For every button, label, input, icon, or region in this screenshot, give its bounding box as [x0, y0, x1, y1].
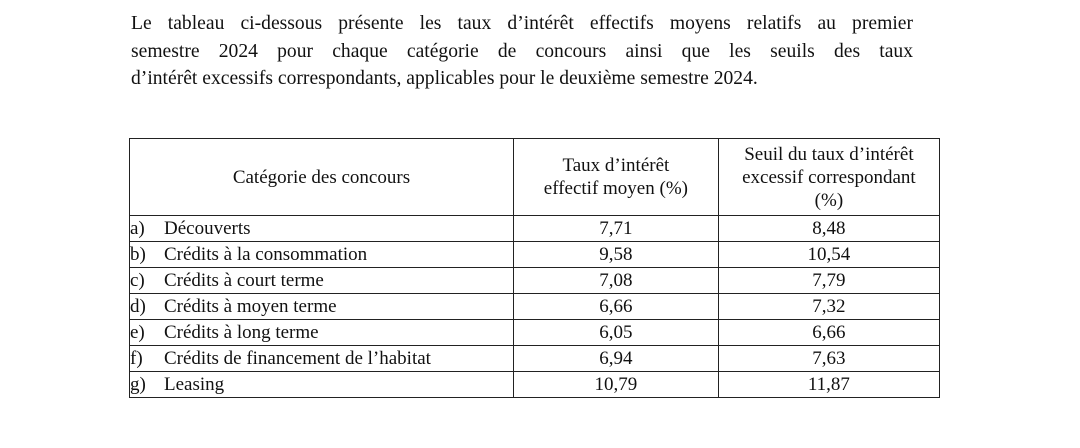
row-letter: c) — [130, 270, 145, 291]
row-letter: e) — [130, 322, 145, 343]
category-label: Découverts — [164, 218, 251, 239]
average-rate-cell: 7,71 — [513, 216, 718, 242]
intro-line-3: d’intérêt excessifs correspondants, applicables pour le deuxième semestre 2024. — [131, 68, 758, 89]
header-threshold-rate — [718, 139, 939, 216]
row-letter: a) — [130, 218, 145, 239]
row-letter: g) — [130, 374, 146, 395]
table-row — [130, 242, 940, 268]
category-label: Crédits de financement de l’habitat — [164, 348, 431, 369]
category-cell — [130, 242, 514, 268]
threshold-rate-cell: 7,32 — [718, 294, 939, 320]
category-label: Leasing — [164, 374, 225, 395]
category-cell — [130, 346, 514, 372]
category-cell — [130, 268, 514, 294]
average-rate-cell: 6,94 — [513, 346, 718, 372]
category-cell — [130, 372, 514, 398]
category-label: Crédits à moyen terme — [164, 296, 337, 317]
average-rate-cell: 6,66 — [513, 294, 718, 320]
intro-line-2: semestre 2024 pour chaque catégorie de concours ainsi que les seuils des taux — [131, 40, 913, 62]
header-average-rate — [513, 139, 718, 216]
table-row — [130, 372, 940, 398]
table-header — [130, 139, 940, 216]
table-row — [130, 216, 940, 242]
intro-paragraph — [131, 10, 913, 93]
row-letter: b) — [130, 244, 146, 265]
average-rate-cell: 7,08 — [513, 268, 718, 294]
header-threshold-line-2: excessif correspondant — [742, 166, 916, 188]
average-rate-cell: 9,58 — [513, 242, 718, 268]
row-letter: f) — [130, 348, 143, 369]
rates-table — [129, 138, 940, 398]
header-category: Catégorie des concours — [130, 139, 514, 216]
intro-line-1: Le tableau ci-dessous présente les taux d’intérêt effectifs moyens relatifs au premier — [131, 13, 913, 34]
threshold-rate-cell: 6,66 — [718, 320, 939, 346]
table-row — [130, 268, 940, 294]
table-row — [130, 346, 940, 372]
category-label: Crédits à la consommation — [164, 244, 368, 265]
threshold-rate-cell: 7,79 — [718, 268, 939, 294]
header-threshold-line-3: (%) — [814, 189, 844, 211]
header-row — [130, 139, 940, 216]
category-label: Crédits à court terme — [164, 270, 324, 291]
threshold-rate-cell: 10,54 — [718, 242, 939, 268]
header-average-line-2: effectif moyen (%) — [543, 178, 688, 199]
table-body — [130, 216, 940, 398]
category-cell — [130, 294, 514, 320]
table-row — [130, 294, 940, 320]
threshold-rate-cell: 7,63 — [718, 346, 939, 372]
category-cell — [130, 216, 514, 242]
table-row — [130, 320, 940, 346]
average-rate-cell: 10,79 — [513, 372, 718, 398]
header-threshold-line-1: Seuil du taux d’intérêt — [744, 143, 914, 165]
category-cell — [130, 320, 514, 346]
threshold-rate-cell: 11,87 — [718, 372, 939, 398]
threshold-rate-cell: 8,48 — [718, 216, 939, 242]
category-label: Crédits à long terme — [164, 322, 319, 343]
header-average-line-1: Taux d’intérêt — [562, 155, 670, 176]
average-rate-cell: 6,05 — [513, 320, 718, 346]
row-letter: d) — [130, 296, 146, 317]
